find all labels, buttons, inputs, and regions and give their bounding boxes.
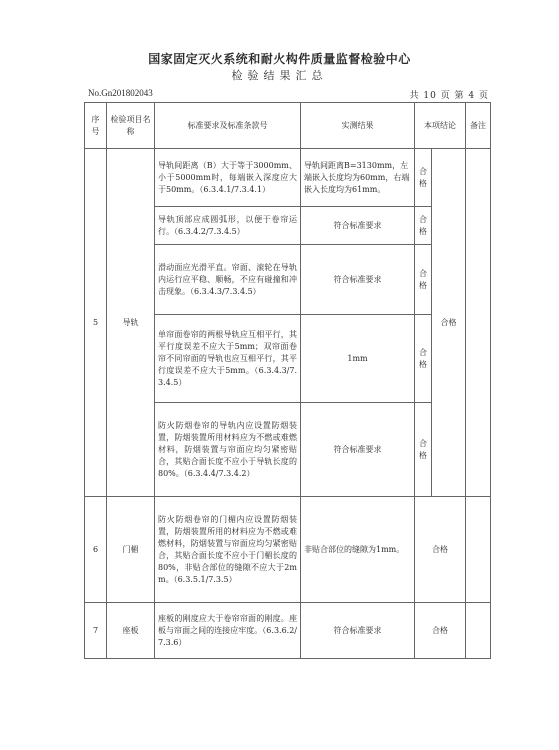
conclusion-cell: 合格 [415,603,466,659]
table-row [85,149,491,207]
col-header-item: 检验项目名称 [107,103,155,149]
col-header-remarks: 备注 [466,103,491,149]
result-cell: 符合标准要求 [301,207,415,245]
conclusion-cell: 合格 [415,149,432,207]
item-cell: 导轨 [107,149,155,497]
document-title: 检验结果汇总 [231,69,328,82]
requirement-cell: 防火防烟卷帘的导轨内应设置防烟装置，防烟装置所用材料应为不燃或难燃材料，防烟装置与帘面应均匀紧密贴合，其贴合面长度不应小于导轨长度的80%。（6.3.4.4/7.3.4.2） [155,403,301,497]
remarks-cell [466,149,491,497]
table-header-row [85,103,491,149]
remarks-cell [466,603,491,659]
table-row [85,497,491,603]
results-table [84,102,491,659]
requirement-cell: 导轨顶部应成圆弧形，以便于卷帘运行。（6.3.4.2/7.3.4.5） [155,207,301,245]
seq-cell: 5 [85,149,107,497]
result-cell: 非贴合部位的缝隙为1mm。 [301,497,415,603]
col-header-conclusion: 本项结论 [415,103,466,149]
result-cell: 1mm [301,315,415,403]
col-header-requirement: 标准要求及标准条款号 [155,103,301,149]
seq-cell: 7 [85,603,107,659]
col-header-result: 实测结果 [301,103,415,149]
table-row [85,603,491,659]
remarks-cell [466,497,491,603]
result-cell: 导轨间距离B=3130mm，左端嵌入长度均为60mm，右端嵌入长度均为61mm。 [301,149,415,207]
conclusion-cell: 合格 [415,403,432,497]
seq-cell: 6 [85,497,107,603]
conclusion-cell: 合格 [415,497,466,603]
requirement-cell: 单帘面卷帘的两根导轨应互相平行，其平行度误差不应大于5mm；双帘面卷帘不同帘面的导轨也应互相平行，其平行度误差不应大于5mm。（6.3.4.3/7.3.4.5） [155,315,301,403]
report-number: No.Gn201802043 [88,88,153,98]
requirement-cell: 滑动面应光滑平直。帘面、滚轮在导轨内运行应平稳、顺畅，不应有碰撞和冲击现象。（6.3.4.3/7.3.4.5） [155,245,301,315]
result-cell: 符合标准要求 [301,245,415,315]
conclusion-cell: 合格 [415,245,432,315]
page-indicator: 共 10 页 第 4 页 [409,91,489,101]
organization-title: 国家固定灭火系统和耐火构件质量监督检验中心 [148,52,411,66]
result-cell: 符合标准要求 [301,603,415,659]
requirement-cell: 防火防烟卷帘的门楣内应设置防烟装置，防烟装置所用的材料应为不燃或难燃材料，防烟装置与帘面应均匀紧密贴合，其贴合面长度不应小于门楣长度的80%，非贴合部位的缝隙不应大于2mm。（6.3.5.1/7.3.5） [155,497,301,603]
conclusion-cell: 合格 [415,207,432,245]
requirement-cell: 导轨间距离（B）大于等于3000mm、小于5000mm时，每端嵌入深度应大于50mm。（6.3.4.1/7.3.4.1） [155,149,301,207]
group-conclusion-cell: 合格 [432,149,466,497]
col-header-seq: 序号 [85,103,107,149]
requirement-cell: 座板的刚度应大于卷帘帘面的刚度。座板与帘面之间的连接应牢度。（6.3.6.2/7.3.6） [155,603,301,659]
item-cell: 门楣 [107,497,155,603]
item-cell: 座板 [107,603,155,659]
result-cell: 符合标准要求 [301,403,415,497]
conclusion-cell: 合格 [415,315,432,403]
